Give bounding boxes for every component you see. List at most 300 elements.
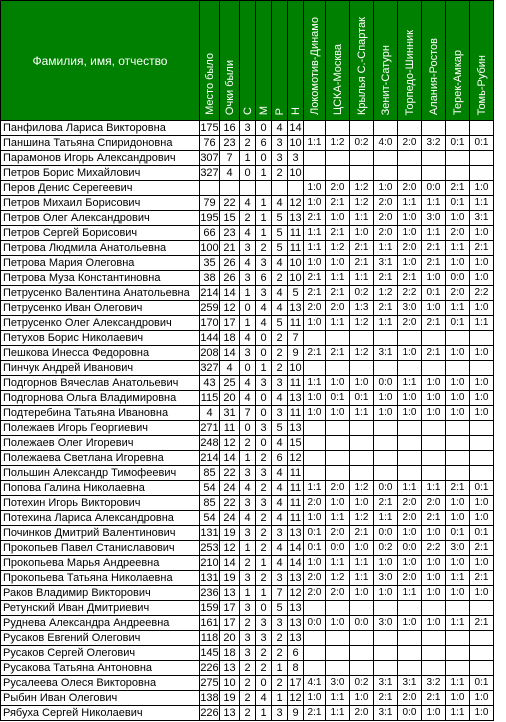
cell-r: 4 (272, 436, 288, 451)
cell-n: 13 (289, 302, 302, 314)
cell-score: 2:0 (446, 226, 470, 241)
cell-c: 2 (240, 556, 256, 571)
cell-score (422, 631, 446, 646)
cell-score: 0:0 (398, 541, 422, 556)
cell-points: 21 (220, 241, 240, 256)
cell-n: 12 (289, 692, 302, 704)
cell-score: 2:0 (326, 481, 350, 496)
table-row (1, 661, 494, 676)
column-header-match-4: Зенит-Сатурн (374, 1, 398, 121)
cell-score: 2:1 (470, 241, 494, 256)
cell-score (350, 466, 374, 481)
cell-points: 14 (220, 556, 240, 571)
cell-score: 1:0 (422, 301, 446, 316)
cell-score: 1:0 (398, 526, 422, 541)
cell-c: 2 (240, 211, 256, 226)
cell-score: 1:2 (350, 481, 374, 496)
cell-place: 138 (200, 692, 219, 704)
column-header-match-8: Томь-Рубин (470, 1, 494, 121)
cell-score: 1:0 (470, 346, 494, 361)
cell-score: 1:1 (326, 691, 350, 706)
cell-score: 1:0 (374, 181, 398, 196)
cell-score: 2:1 (326, 196, 350, 211)
cell-points: 4 (220, 166, 240, 181)
cell-m: 1 (256, 166, 272, 181)
cell-score (350, 436, 374, 451)
cell-score (470, 166, 494, 181)
cell-score (374, 451, 398, 466)
cell-score: 1:0 (304, 316, 326, 331)
cell-c: 4 (240, 376, 256, 391)
table-row (1, 526, 494, 541)
cell-name: Петрова Мария Олеговна (1, 256, 200, 271)
cell-score (398, 601, 422, 616)
cell-name: Пинчук Андрей Иванович (1, 361, 200, 376)
cell-score (350, 451, 374, 466)
table-row (1, 676, 494, 691)
table-row (1, 481, 494, 496)
cell-r: 4 (272, 496, 288, 511)
cell-score: 1:0 (446, 376, 470, 391)
cell-n: 14 (289, 542, 302, 554)
cell-m: 0 (256, 331, 272, 346)
cell-m: 0 (256, 121, 272, 136)
table-row (1, 706, 494, 721)
cell-score (470, 121, 494, 136)
cell-r: 4 (272, 511, 288, 526)
cell-score: 1:0 (470, 301, 494, 316)
table-row (1, 346, 494, 361)
cell-name: Петрусенко Олег Александрович (1, 316, 200, 331)
cell-score: 1:0 (350, 586, 374, 601)
cell-score (470, 436, 494, 451)
cell-m: 3 (256, 631, 272, 646)
cell-c: 3 (240, 466, 256, 481)
cell-place: 170 (200, 317, 219, 329)
cell-place: 253 (200, 542, 219, 554)
cell-n: 10 (289, 272, 302, 284)
cell-c: 3 (240, 271, 256, 286)
cell-score: 2:1 (374, 496, 398, 511)
cell-score (326, 151, 350, 166)
cell-r: 3 (272, 571, 288, 586)
cell-score: 1:1 (326, 556, 350, 571)
cell-score: 1:0 (326, 376, 350, 391)
cell-n: 13 (289, 632, 302, 644)
cell-c: 4 (240, 511, 256, 526)
cell-r: 3 (272, 376, 288, 391)
cell-score: 1:1 (446, 241, 470, 256)
cell-place: 115 (200, 392, 219, 404)
cell-n: 13 (289, 422, 302, 434)
cell-score (326, 451, 350, 466)
cell-place: 54 (200, 511, 220, 526)
cell-score (422, 436, 446, 451)
cell-score: 1:0 (446, 556, 470, 571)
cell-name: Подгорнов Вячеслав Анатольевич (1, 376, 200, 391)
cell-place: 79 (200, 196, 220, 211)
cell-score: 1:0 (398, 211, 422, 226)
cell-score: 1:0 (398, 556, 422, 571)
cell-score (446, 151, 470, 166)
cell-score: 2:1 (398, 271, 422, 286)
cell-n: 9 (288, 346, 304, 361)
cell-score: 0:0 (374, 481, 398, 496)
cell-score (326, 421, 350, 436)
cell-m: 2 (256, 481, 272, 496)
cell-m: 3 (256, 421, 272, 436)
cell-score (398, 646, 422, 661)
cell-score: 0:1 (446, 196, 470, 211)
cell-score (398, 331, 422, 346)
cell-c: 2 (240, 136, 256, 151)
cell-c: 3 (240, 571, 256, 586)
cell-score: 1:0 (422, 391, 446, 406)
cell-points: 12 (220, 436, 240, 451)
cell-r: 3 (272, 526, 288, 541)
cell-place (200, 181, 220, 196)
cell-c: 3 (240, 496, 256, 511)
cell-score: 2:1 (326, 286, 350, 301)
cell-c: 2 (240, 676, 256, 691)
cell-place: 131 (200, 527, 219, 539)
cell-score: 1:0 (422, 271, 446, 286)
table-row (1, 601, 494, 616)
cell-r: 5 (272, 241, 288, 256)
cell-points: 25 (220, 376, 240, 391)
cell-score: 3:0 (422, 211, 446, 226)
cell-r: 3 (272, 151, 288, 166)
cell-score: 1:0 (304, 196, 326, 211)
cell-score (374, 601, 398, 616)
cell-n: 14 (289, 122, 302, 134)
cell-score: 2:1 (422, 346, 446, 361)
cell-c: 4 (240, 331, 256, 346)
cell-name: Руднева Александра Андреевна (1, 616, 200, 631)
table-row (1, 631, 494, 646)
cell-r: 3 (272, 406, 288, 421)
cell-r: 2 (272, 646, 288, 661)
cell-score: 1:0 (446, 586, 470, 601)
cell-r: 5 (272, 601, 288, 616)
cell-points: 26 (220, 256, 240, 271)
cell-score: 1:1 (326, 271, 350, 286)
cell-n: 10 (289, 167, 302, 179)
cell-points: 14 (220, 451, 240, 466)
cell-n: 17 (289, 677, 302, 689)
cell-place: 236 (200, 587, 219, 599)
cell-m: 0 (256, 406, 272, 421)
cell-points: 19 (220, 526, 240, 541)
cell-n: 12 (289, 587, 302, 599)
cell-score: 1:2 (350, 346, 374, 361)
cell-points: 23 (220, 226, 240, 241)
table-row (1, 316, 494, 331)
cell-c: 3 (240, 601, 256, 616)
cell-score: 3:0 (326, 676, 350, 691)
cell-m: 3 (256, 616, 272, 631)
cell-score (446, 331, 470, 346)
cell-m: 0 (256, 346, 272, 361)
cell-m: 1 (256, 586, 272, 601)
cell-c: 1 (240, 586, 256, 601)
cell-score: 1:0 (350, 376, 374, 391)
cell-score: 3:0 (398, 301, 422, 316)
cell-score (304, 121, 326, 136)
cell-m: 4 (256, 316, 272, 331)
cell-m: 2 (256, 511, 272, 526)
cell-score (446, 646, 470, 661)
cell-score: 2:1 (350, 256, 374, 271)
cell-score: 1:1 (374, 316, 398, 331)
table-row (1, 511, 494, 526)
cell-score: 1:0 (350, 691, 374, 706)
cell-score (398, 361, 422, 376)
cell-r: 1 (272, 691, 288, 706)
cell-place: 175 (200, 122, 219, 134)
cell-score: 1:1 (422, 481, 446, 496)
cell-score: 1:1 (422, 196, 446, 211)
cell-score: 2:1 (374, 301, 398, 316)
cell-score: 1:1 (398, 481, 422, 496)
cell-score (350, 661, 374, 676)
cell-score: 2:0 (398, 571, 422, 586)
cell-c: 2 (240, 436, 256, 451)
cell-score: 1:1 (304, 136, 326, 151)
cell-place: 210 (200, 557, 219, 569)
cell-score: 2:0 (398, 511, 422, 526)
cell-score: 2:0 (398, 241, 422, 256)
cell-place: 226 (200, 662, 219, 674)
cell-points: 18 (220, 331, 240, 346)
cell-score (398, 121, 422, 136)
cell-n: 10 (289, 257, 302, 269)
cell-score: 1:0 (326, 256, 350, 271)
cell-place: 38 (200, 271, 220, 286)
cell-score (374, 631, 398, 646)
cell-score (374, 646, 398, 661)
cell-place: 259 (200, 302, 219, 314)
cell-score: 1:0 (470, 256, 494, 271)
cell-score (304, 661, 326, 676)
cell-score (350, 421, 374, 436)
cell-score: 1:0 (470, 226, 494, 241)
cell-r: 4 (272, 301, 288, 316)
cell-r: 7 (272, 586, 288, 601)
cell-score: 0:2 (374, 541, 398, 556)
column-header-m: М (256, 1, 272, 121)
cell-score: 3:1 (374, 256, 398, 271)
cell-score: 2:1 (304, 211, 326, 226)
cell-name: Пешкова Инесса Федоровна (1, 346, 200, 361)
cell-place: 271 (200, 422, 219, 434)
cell-m: 3 (256, 466, 272, 481)
cell-score: 0:0 (422, 181, 446, 196)
cell-score (422, 661, 446, 676)
cell-r: 2 (272, 331, 288, 346)
cell-score: 2:2 (422, 541, 446, 556)
cell-score (422, 601, 446, 616)
cell-score: 2:1 (304, 271, 326, 286)
cell-score (326, 121, 350, 136)
cell-c (240, 181, 256, 196)
cell-score: 1:1 (422, 226, 446, 241)
cell-n: 10 (289, 362, 302, 374)
table-row (1, 376, 494, 391)
cell-score: 1:1 (446, 676, 470, 691)
cell-score (398, 631, 422, 646)
cell-score: 1:2 (350, 511, 374, 526)
table-row (1, 271, 494, 286)
cell-score: 1:0 (422, 526, 446, 541)
table-row (1, 226, 494, 241)
table-row (1, 451, 494, 466)
cell-score (326, 436, 350, 451)
cell-score: 1:0 (326, 496, 350, 511)
cell-score (326, 661, 350, 676)
cell-score (446, 661, 470, 676)
cell-score (304, 166, 326, 181)
cell-score: 3:1 (374, 676, 398, 691)
cell-score (374, 661, 398, 676)
cell-name: Польшин Александр Тимофеевич (1, 466, 200, 481)
cell-score: 0:0 (326, 541, 350, 556)
cell-n: 11 (288, 496, 304, 511)
cell-score (398, 151, 422, 166)
cell-score: 1:0 (326, 406, 350, 421)
cell-score (470, 466, 494, 481)
cell-score (374, 121, 398, 136)
table-row (1, 256, 494, 271)
cell-score (446, 166, 470, 181)
cell-score: 2:1 (350, 526, 374, 541)
cell-score: 2:1 (374, 691, 398, 706)
cell-m: 6 (256, 271, 272, 286)
cell-points: 16 (220, 121, 240, 136)
cell-name: Русакова Татьяна Антоновна (1, 661, 200, 676)
cell-score (326, 466, 350, 481)
cell-score (470, 421, 494, 436)
cell-score: 1:0 (470, 376, 494, 391)
cell-name: Петров Борис Михайлович (1, 166, 200, 181)
cell-score: 1:0 (326, 616, 350, 631)
cell-name: Раков Владимир Викторович (1, 586, 200, 601)
cell-score (350, 121, 374, 136)
cell-score: 2:1 (470, 541, 494, 556)
cell-score: 1:0 (446, 256, 470, 271)
cell-m: 0 (256, 436, 272, 451)
table-row (1, 571, 494, 586)
cell-score: 1:0 (470, 556, 494, 571)
cell-points (220, 181, 240, 196)
cell-score: 3:0 (446, 541, 470, 556)
cell-score (446, 466, 470, 481)
cell-place: 214 (200, 287, 219, 299)
cell-score (446, 436, 470, 451)
cell-name: Петрова Людмила Анатольевна (1, 241, 200, 256)
cell-score: 0:2 (350, 136, 374, 151)
cell-score: 2:0 (304, 301, 326, 316)
cell-score: 0:0 (304, 616, 326, 631)
cell-score (374, 421, 398, 436)
cell-m: 3 (256, 256, 272, 271)
cell-score (422, 421, 446, 436)
cell-place: 131 (200, 572, 219, 584)
cell-points: 19 (220, 691, 240, 706)
cell-c: 2 (240, 661, 256, 676)
cell-n: 15 (289, 437, 302, 449)
cell-r: 4 (272, 466, 288, 481)
cell-name: Рыбин Иван Олегович (1, 691, 200, 706)
column-header-n: Н (288, 1, 304, 121)
cell-score: 1:1 (398, 376, 422, 391)
cell-score: 1:0 (470, 181, 494, 196)
cell-points: 14 (220, 346, 240, 361)
cell-score (422, 451, 446, 466)
cell-place: 35 (200, 256, 220, 271)
cell-score: 2:1 (470, 571, 494, 586)
cell-place: 275 (200, 677, 219, 689)
cell-c: 4 (240, 256, 256, 271)
cell-score: 1:1 (350, 556, 374, 571)
cell-place: 161 (200, 617, 219, 629)
cell-score: 3:0 (374, 616, 398, 631)
cell-m: 2 (256, 571, 272, 586)
cell-r (272, 181, 288, 196)
cell-score: 1:1 (326, 706, 350, 721)
cell-score (422, 331, 446, 346)
table-row (1, 391, 494, 406)
cell-score (304, 646, 326, 661)
cell-name: Петров Михаил Борисович (1, 196, 200, 211)
cell-score (422, 361, 446, 376)
cell-c: 0 (240, 421, 256, 436)
cell-score: 1:1 (398, 586, 422, 601)
cell-score (470, 661, 494, 676)
cell-score: 1:0 (446, 691, 470, 706)
cell-score: 1:0 (422, 376, 446, 391)
cell-score (470, 601, 494, 616)
cell-score: 1:0 (326, 211, 350, 226)
cell-m: 6 (256, 136, 272, 151)
cell-score: 1:0 (446, 211, 470, 226)
cell-c: 0 (240, 361, 256, 376)
cell-c: 4 (240, 391, 256, 406)
cell-name: Потехин Игорь Викторович (1, 496, 200, 511)
cell-score: 0:1 (470, 481, 494, 496)
cell-score: 1:0 (422, 556, 446, 571)
cell-score (350, 361, 374, 376)
cell-score: 1:0 (374, 556, 398, 571)
cell-score: 4:1 (304, 676, 326, 691)
cell-score: 2:1 (304, 706, 326, 721)
cell-n: 14 (289, 557, 302, 569)
cell-score: 1:0 (304, 256, 326, 271)
cell-score: 1:2 (326, 241, 350, 256)
column-header-match-2: ЦСКА-Москва (326, 1, 350, 121)
cell-score: 2:0 (350, 706, 374, 721)
cell-name: Попова Галина Николаевна (1, 481, 200, 496)
cell-score: 2:1 (326, 346, 350, 361)
cell-place: 4 (200, 406, 220, 421)
table-row (1, 421, 494, 436)
cell-score (304, 466, 326, 481)
cell-c: 3 (240, 346, 256, 361)
cell-score (350, 646, 374, 661)
cell-name: Паншина Татьяна Спиридоновна (1, 136, 200, 151)
cell-r: 4 (272, 286, 288, 301)
cell-points: 7 (220, 151, 240, 166)
